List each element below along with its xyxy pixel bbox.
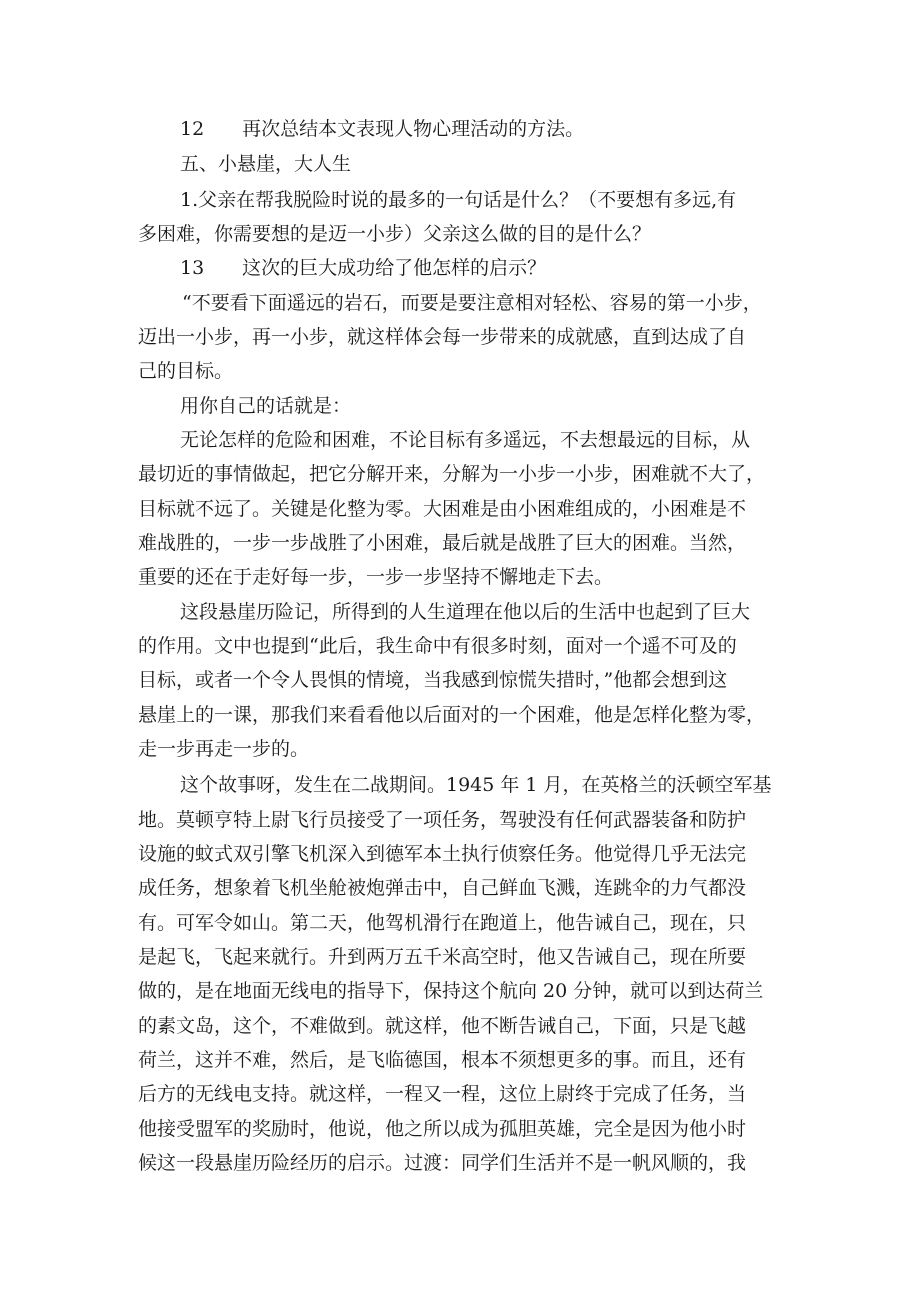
paragraph-2-line-4: 悬崖上的一课，那我们来看看他以后面对的一个困难，他是怎样化整为零， bbox=[138, 704, 766, 726]
quote-line-1: “不要看下面遥远的岩石，而要是要注意相对轻松、容易的第一小步， bbox=[182, 292, 762, 314]
question-1-line-1: 1.父亲在帮我脱险时说的最多的一句话是什么？（不要想有多远,有 bbox=[180, 189, 737, 211]
paragraph-2-line-2: 的作用。文中也提到“此后，我生命中有很多时刻，面对一个遥不可及的 bbox=[138, 635, 737, 657]
paragraph-1-line-1: 无论怎样的危险和困难，不论目标有多遥远，不去想最远的目标，从 bbox=[180, 429, 751, 451]
paragraph-2-line-3: 目标，或者一个令人畏惧的情境，当我感到惊慌失措时，”他都会想到这 bbox=[138, 669, 728, 691]
paragraph-1-line-5: 重要的还在于走好每一步，一步一步坚持不懈地走下去。 bbox=[138, 566, 614, 588]
story-line-3: 设施的蚊式双引擎飞机深入到德军本土执行侦察任务。他觉得几乎无法完 bbox=[138, 843, 747, 865]
own-words-label: 用你自己的话就是： bbox=[180, 395, 352, 417]
story-line-1: 这个故事呀，发生在二战期间。1945 年 1 月，在英格兰的沃顿空军基 bbox=[180, 774, 772, 796]
paragraph-1-line-3: 目标就不远了。关键是化整为零。大困难是由小困难组成的，小困难是不 bbox=[138, 498, 747, 520]
story-line-12: 候这一段悬崖历险经历的启示。过渡：同学们生活并不是一帆风顺的，我 bbox=[138, 1152, 747, 1174]
paragraph-2-line-1: 这段悬崖历险记，所得到的人生道理在他以后的生活中也起到了巨大 bbox=[180, 601, 751, 623]
story-line-9: 荷兰，这并不难，然后，是飞临德国，根本不须想更多的事。而且，还有 bbox=[138, 1049, 747, 1071]
question-12: 12 再次总结本文表现人物心理活动的方法。 bbox=[180, 118, 585, 140]
paragraph-1-line-2: 最切近的事情做起，把它分解开来，分解为一小步一小步，困难就不大了， bbox=[138, 463, 766, 485]
story-line-10: 后方的无线电支持。就这样，一程又一程，这位上尉终于完成了任务，当 bbox=[138, 1083, 747, 1105]
story-line-2: 地。莫顿亨特上尉飞行员接受了一项任务，驾驶没有任何武器装备和防护 bbox=[138, 809, 747, 831]
story-line-8: 的素文岛，这个，不难做到。就这样，他不断告诫自己，下面，只是飞越 bbox=[138, 1015, 747, 1037]
paragraph-1-line-4: 难战胜的，一步一步战胜了小困难，最后就是战胜了巨大的困难。当然， bbox=[138, 532, 747, 554]
story-line-6: 是起飞，飞起来就行。升到两万五千米高空时，他又告诫自己，现在所要 bbox=[138, 946, 747, 968]
story-line-7: 做的，是在地面无线电的指导下，保持这个航向 20 分钟，就可以到达荷兰 bbox=[138, 980, 764, 1002]
question-13: 13 这次的巨大成功给了他怎样的启示？ bbox=[180, 257, 547, 279]
quote-line-2: 迈出一小步，再一小步，就这样体会每一步带来的成就感，直到达成了自 bbox=[138, 326, 747, 348]
story-line-5: 有。可军令如山。第二天，他驾机滑行在跑道上，他告诫自己，现在，只 bbox=[138, 912, 747, 934]
paragraph-2-line-5: 走一步再走一步的。 bbox=[138, 738, 310, 760]
question-1-line-2: 多困难，你需要想的是迈一小步）父亲这么做的目的是什么？ bbox=[138, 223, 652, 245]
section-heading: 五、小悬崖，大人生 bbox=[180, 153, 352, 175]
story-line-4: 成任务，想象着飞机坐舱被炮弹击中，自己鲜血飞溅，连跳伞的力气都没 bbox=[138, 877, 747, 899]
story-line-11: 他接受盟军的奖励时，他说，他之所以成为孤胆英雄，完全是因为他小时 bbox=[138, 1118, 747, 1140]
quote-line-3: 己的目标。 bbox=[138, 360, 234, 382]
